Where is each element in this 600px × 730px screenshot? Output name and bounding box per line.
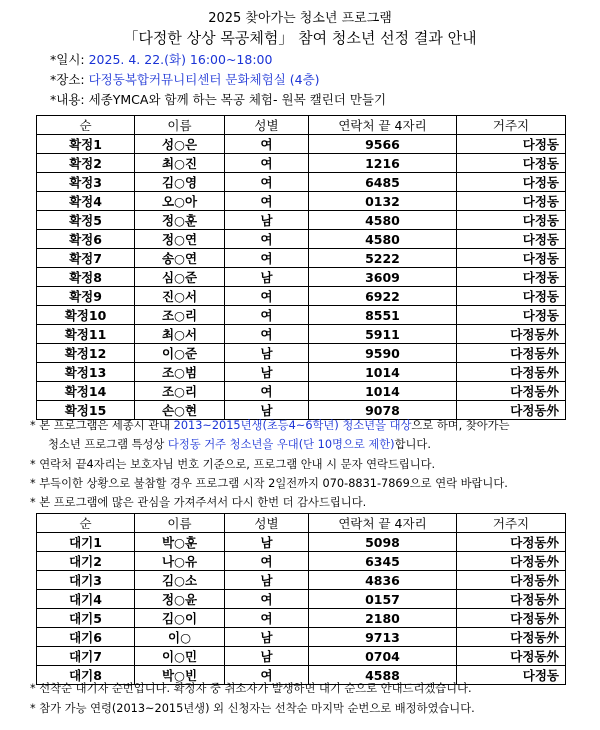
cell-gender: 남 (225, 628, 309, 647)
col-name-header: 이름 (135, 116, 225, 135)
table-row (37, 268, 566, 287)
table-row (37, 154, 566, 173)
cell-residence: 다정동外 (457, 571, 566, 590)
col-gender-header: 성별 (225, 514, 309, 533)
col-name-header: 이름 (135, 514, 225, 533)
cell-phone: 6922 (309, 287, 457, 306)
cell-gender: 남 (225, 363, 309, 382)
content-value: 세종YMCA와 함께 하는 목공 체험- 원목 캘린더 만들기 (88, 92, 387, 107)
cell-residence: 다정동外 (457, 533, 566, 552)
cell-phone: 4836 (309, 571, 457, 590)
col-residence-header: 거주지 (457, 514, 566, 533)
place-value: 다정동복합커뮤니티센터 문화체험실 (4층) (88, 72, 320, 87)
cell-order: 확정7 (37, 249, 135, 268)
table-row (37, 230, 566, 249)
table-row (37, 533, 566, 552)
table-row (37, 325, 566, 344)
cell-name: 이○ (135, 628, 225, 647)
cell-phone: 4580 (309, 230, 457, 249)
note-thanks: * 본 프로그램에 많은 관심을 가져주셔서 다시 한번 더 감사드립니다. (30, 496, 367, 509)
cell-order: 확정5 (37, 211, 135, 230)
cell-gender: 여 (225, 173, 309, 192)
table-row (37, 287, 566, 306)
cell-order: 확정12 (37, 344, 135, 363)
cell-name: 최○서 (135, 325, 225, 344)
cell-order: 확정6 (37, 230, 135, 249)
cell-name: 김○이 (135, 609, 225, 628)
cell-order: 확정10 (37, 306, 135, 325)
cell-name: 나○유 (135, 552, 225, 571)
table-row (37, 344, 566, 363)
cell-residence: 다정동 (457, 268, 566, 287)
cell-name: 손○현 (135, 401, 225, 420)
cell-name: 조○범 (135, 363, 225, 382)
table-row (37, 609, 566, 628)
cell-name: 성○은 (135, 135, 225, 154)
cell-phone: 3609 (309, 268, 457, 287)
cell-order: 대기5 (37, 609, 135, 628)
cell-order: 대기2 (37, 552, 135, 571)
cell-gender: 남 (225, 647, 309, 666)
col-order-header: 순 (37, 514, 135, 533)
cell-gender: 여 (225, 666, 309, 685)
cell-name: 정○연 (135, 230, 225, 249)
cell-phone: 0704 (309, 647, 457, 666)
note-text: * 본 프로그램은 세종시 관내 (30, 419, 174, 432)
cell-order: 대기4 (37, 590, 135, 609)
cell-gender: 여 (225, 325, 309, 344)
cell-residence: 다정동外 (457, 363, 566, 382)
table-row (37, 647, 566, 666)
table-row (37, 382, 566, 401)
cell-residence: 다정동 (457, 211, 566, 230)
table-row (37, 211, 566, 230)
note-absence: * 부득이한 상황으로 불참할 경우 프로그램 시작 2일전까지 070-8831-7869으로 연락 바랍니다. (30, 477, 508, 490)
table-row (37, 173, 566, 192)
col-order-header: 순 (37, 116, 135, 135)
program-title: 2025 찾아가는 청소년 프로그램 (208, 11, 392, 26)
footer-age-note: * 참가 가능 연령(2013~2015년생) 외 신청자는 선착순 마지막 순번으로 배정하였습니다. (30, 702, 475, 715)
cell-residence: 다정동外 (457, 382, 566, 401)
note-text: 청소년 프로그램 특성상 (48, 438, 168, 451)
cell-gender: 여 (225, 552, 309, 571)
cell-name: 조○리 (135, 306, 225, 325)
note-text: 으로 하며, 찾아가는 (411, 419, 510, 432)
cell-name: 조○리 (135, 382, 225, 401)
date-line (50, 50, 272, 68)
col-phone-header: 연락처 끝 4자리 (309, 514, 457, 533)
note-text: 합니다. (394, 438, 431, 451)
cell-phone: 1014 (309, 363, 457, 382)
cell-gender: 남 (225, 344, 309, 363)
cell-order: 확정3 (37, 173, 135, 192)
cell-name: 진○서 (135, 287, 225, 306)
note-priority (48, 436, 431, 452)
cell-phone: 2180 (309, 609, 457, 628)
cell-gender: 여 (225, 135, 309, 154)
cell-phone: 4588 (309, 666, 457, 685)
content-label: *내용: (50, 92, 89, 107)
cell-name: 김○영 (135, 173, 225, 192)
confirmed-table (36, 115, 566, 420)
cell-order: 대기3 (37, 571, 135, 590)
cell-gender: 여 (225, 590, 309, 609)
cell-name: 오○아 (135, 192, 225, 211)
cell-residence: 다정동 (457, 154, 566, 173)
col-residence-header: 거주지 (457, 116, 566, 135)
cell-gender: 남 (225, 533, 309, 552)
table-row (37, 135, 566, 154)
table-header-row (37, 116, 566, 135)
cell-name: 김○소 (135, 571, 225, 590)
cell-phone: 0157 (309, 590, 457, 609)
table-row (37, 590, 566, 609)
cell-order: 확정14 (37, 382, 135, 401)
table-row (37, 306, 566, 325)
cell-name: 정○윤 (135, 590, 225, 609)
date-label: *일시: (50, 52, 89, 67)
cell-gender: 남 (225, 211, 309, 230)
cell-name: 송○연 (135, 249, 225, 268)
cell-order: 확정2 (37, 154, 135, 173)
cell-order: 대기8 (37, 666, 135, 685)
waitlist-table (36, 513, 566, 685)
table-header-row (37, 514, 566, 533)
footer-waitlist-note: * 선착순 대기자 순번입니다. 확정자 중 취소자가 발생하면 대기 순으로 안내드리겠습니다. (30, 682, 472, 695)
cell-name: 이○준 (135, 344, 225, 363)
note-highlight: 다정동 거주 청소년을 우대(단 10명으로 제한) (167, 438, 395, 451)
cell-name: 이○민 (135, 647, 225, 666)
table-row (37, 363, 566, 382)
cell-residence: 다정동 (457, 135, 566, 154)
cell-phone: 4580 (309, 211, 457, 230)
content-line (50, 90, 386, 108)
cell-name: 심○준 (135, 268, 225, 287)
cell-residence: 다정동外 (457, 552, 566, 571)
cell-gender: 여 (225, 382, 309, 401)
cell-residence: 다정동外 (457, 401, 566, 420)
cell-phone: 9566 (309, 135, 457, 154)
cell-order: 확정13 (37, 363, 135, 382)
table-row (37, 571, 566, 590)
cell-order: 대기6 (37, 628, 135, 647)
cell-phone: 1014 (309, 382, 457, 401)
cell-residence: 다정동 (457, 192, 566, 211)
col-gender-header: 성별 (225, 116, 309, 135)
cell-residence: 다정동外 (457, 590, 566, 609)
cell-phone: 5098 (309, 533, 457, 552)
cell-name: 최○진 (135, 154, 225, 173)
cell-gender: 여 (225, 609, 309, 628)
note-target (30, 417, 510, 433)
cell-residence: 다정동外 (457, 647, 566, 666)
cell-residence: 다정동 (457, 249, 566, 268)
cell-gender: 남 (225, 401, 309, 420)
place-line (50, 70, 320, 88)
cell-gender: 남 (225, 571, 309, 590)
cell-order: 확정11 (37, 325, 135, 344)
cell-phone: 5911 (309, 325, 457, 344)
table-row (37, 552, 566, 571)
cell-order: 대기1 (37, 533, 135, 552)
cell-residence: 다정동外 (457, 609, 566, 628)
cell-gender: 남 (225, 268, 309, 287)
cell-phone: 8551 (309, 306, 457, 325)
cell-residence: 다정동 (457, 287, 566, 306)
cell-gender: 여 (225, 154, 309, 173)
cell-phone: 0132 (309, 192, 457, 211)
cell-residence: 다정동 (457, 230, 566, 249)
notice-title: 「다정한 상상 목공체험」 참여 청소년 선정 결과 안내 (123, 29, 477, 47)
cell-gender: 여 (225, 192, 309, 211)
table-row (37, 192, 566, 211)
cell-order: 확정9 (37, 287, 135, 306)
date-value: 2025. 4. 22.(화) 16:00~18:00 (88, 52, 273, 67)
place-label: *장소: (50, 72, 89, 87)
note-highlight: 2013~2015년생(초등4~6학년) 청소년을 대상 (173, 419, 412, 432)
cell-residence: 다정동外 (457, 344, 566, 363)
cell-gender: 여 (225, 287, 309, 306)
cell-order: 확정15 (37, 401, 135, 420)
table-row (37, 628, 566, 647)
cell-gender: 여 (225, 306, 309, 325)
cell-phone: 6345 (309, 552, 457, 571)
cell-gender: 여 (225, 230, 309, 249)
table-row (37, 249, 566, 268)
cell-residence: 다정동 (457, 306, 566, 325)
cell-name: 정○훈 (135, 211, 225, 230)
cell-order: 확정8 (37, 268, 135, 287)
cell-residence: 다정동外 (457, 628, 566, 647)
cell-order: 대기7 (37, 647, 135, 666)
cell-order: 확정1 (37, 135, 135, 154)
cell-phone: 1216 (309, 154, 457, 173)
cell-phone: 6485 (309, 173, 457, 192)
cell-residence: 다정동 (457, 173, 566, 192)
col-phone-header: 연락처 끝 4자리 (309, 116, 457, 135)
cell-gender: 여 (225, 249, 309, 268)
cell-phone: 5222 (309, 249, 457, 268)
cell-name: 박○빈 (135, 666, 225, 685)
cell-name: 박○훈 (135, 533, 225, 552)
cell-residence: 다정동外 (457, 325, 566, 344)
cell-phone: 9590 (309, 344, 457, 363)
cell-phone: 9078 (309, 401, 457, 420)
note-contact: * 연락처 끝4자리는 보호자님 번호 기준으로, 프로그램 안내 시 문자 연락드립니다. (30, 458, 436, 471)
cell-phone: 9713 (309, 628, 457, 647)
cell-residence: 다정동 (457, 666, 566, 685)
cell-order: 확정4 (37, 192, 135, 211)
